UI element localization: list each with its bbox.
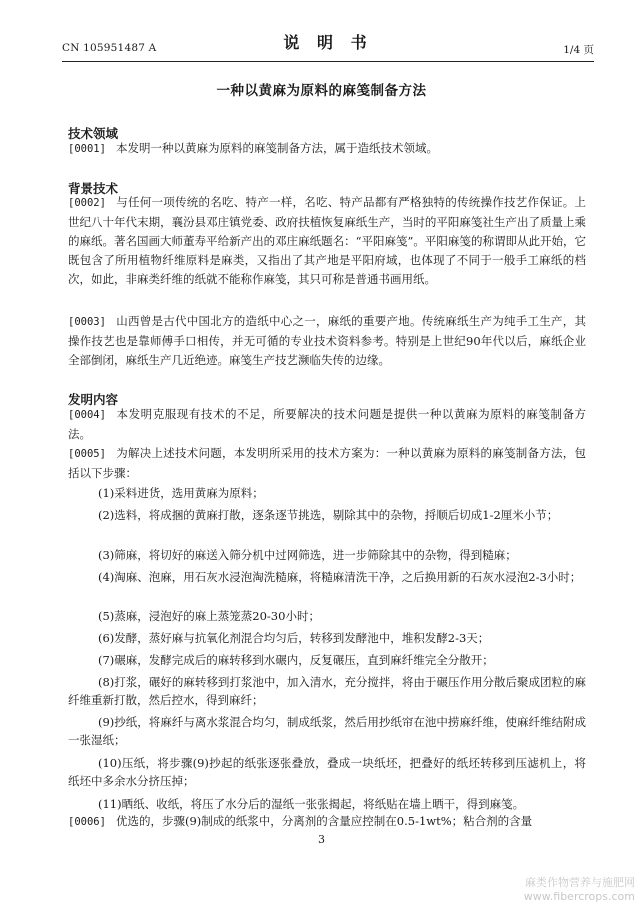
paragraph-0005 xyxy=(68,444,586,483)
document-title: 一种以黄麻为原料的麻笺制备方法 xyxy=(216,83,427,99)
paragraph-text: 山西曾是古代中国北方的造纸中心之一，麻纸的重要产地。传统麻纸生产为纯手工生产，其操作技艺也是靠师傅手口相传，并无可循的专业技术资料参考。特别是上世纪90年代以后，麻纸企业全部倒闭，麻纸生产几近绝迹。麻笺生产技艺濒临失传的边缘。 xyxy=(68,314,586,367)
paragraph-text: 本发明克服现有技术的不足，所要解决的技术问题是提供一种以黄麻为原料的麻笺制备方法。 xyxy=(68,407,586,441)
paragraph-0003 xyxy=(68,312,586,370)
document-type: 说 明 书 xyxy=(283,33,373,52)
paragraph-text: 优选的，步骤(9)制成的纸浆中，分离剂的含量应控制在0.5-1wt%；粘合剂的含量 xyxy=(116,814,533,828)
paragraph-number: [0005] xyxy=(68,448,106,460)
paragraph-number: [0003] xyxy=(68,316,106,328)
paragraph-0004 xyxy=(68,405,586,444)
paragraph-0001 xyxy=(68,139,586,159)
step-9: (9)抄纸，将麻纤与离水浆混合均匀，制成纸浆，然后用抄纸帘在池中捞麻纤维，使麻纤维结附成一张湿纸； xyxy=(68,715,586,747)
section-heading-invention: 发明内容 xyxy=(68,392,119,407)
patent-number: CN 105951487 A xyxy=(62,42,157,54)
section-heading-tech-field: 技术领域 xyxy=(68,126,119,141)
step-3: (3)筛麻，将切好的麻送入筛分机中过网筛选，进一步筛除其中的杂物，得到糙麻； xyxy=(98,548,517,562)
step-5: (5)蒸麻，浸泡好的麻上蒸笼蒸20-30小时； xyxy=(98,609,320,623)
step-8: (8)打浆，碾好的麻转移到打浆池中，加入清水，充分搅拌，将由于碾压作用分散后聚成团粒的麻纤维重新打散，然后控水，得到麻纤； xyxy=(68,675,586,707)
step-1: (1)采料进货，选用黄麻为原料； xyxy=(98,486,264,500)
step-11: (11)晒纸、收纸，将压了水分后的湿纸一张张揭起，将纸贴在墙上晒干，得到麻笺。 xyxy=(98,797,525,811)
page-indicator: 1/4 页 xyxy=(563,44,594,56)
paragraph-text: 与任何一项传统的名吃、特产一样，名吃、特产品都有严格独特的传统操作技艺作保证。上世纪八十年代末期，襄汾县邓庄镇党委、政府扶植恢复麻纸生产，当时的平阳麻笺社生产出了质量上乘的麻纸。著名国画大师董寿平给新产出的邓庄麻纸题名：“平阳麻笺”。平阳麻笺的称谓即从此开始，它既包含了所用植物纤维原料是麻类，又指出了其产地是平阳府域，也体现了不同于一般手工麻纸的档次，如此，非麻类纤维的纸就不能称作麻笺，其只可称是普通书画用纸。 xyxy=(68,195,586,286)
paragraph-text: 本发明一种以黄麻为原料的麻笺制备方法，属于造纸技术领域。 xyxy=(116,141,438,155)
header-rule xyxy=(62,61,594,62)
watermark-url: www.fibercrops.com xyxy=(523,890,635,903)
paragraph-number: [0001] xyxy=(68,143,106,155)
site-watermark xyxy=(495,876,635,904)
step-6: (6)发酵，蒸好麻与抗氧化剂混合均匀后，转移到发酵池中，堆积发酵2-3天； xyxy=(98,631,490,645)
paragraph-text: 为解决上述技术问题，本发明所采用的技术方案为：一种以黄麻为原料的麻笺制备方法，包括以下步骤： xyxy=(68,446,586,480)
step-2: (2)选料，将成捆的黄麻打散，逐条逐节挑选，剔除其中的杂物，捋顺后切成1-2厘米小节； xyxy=(98,508,559,522)
step-4: (4)淘麻、泡麻，用石灰水浸泡淘洗糙麻，将糙麻清洗干净，之后换用新的石灰水浸泡2-3小时； xyxy=(98,570,582,584)
paragraph-number: [0004] xyxy=(68,409,106,421)
page-number: 3 xyxy=(318,833,325,846)
step-10: (10)压纸，将步骤(9)抄起的纸张逐张叠放，叠成一块纸坯，把叠好的纸坯转移到压滤机上，将纸坯中多余水分挤压掉； xyxy=(68,756,586,788)
section-heading-background: 背景技术 xyxy=(68,181,119,196)
paragraph-number: [0002] xyxy=(68,197,106,209)
page-header xyxy=(62,30,594,62)
paragraph-number: [0006] xyxy=(68,816,106,828)
paragraph-0006 xyxy=(68,812,586,832)
step-7: (7)碾麻，发酵完成后的麻转移到水碾内，反复碾压，直到麻纤维完全分散开； xyxy=(98,653,494,667)
watermark-site-name: 麻类作物营养与施肥网 xyxy=(525,876,635,889)
paragraph-0002 xyxy=(68,193,586,289)
